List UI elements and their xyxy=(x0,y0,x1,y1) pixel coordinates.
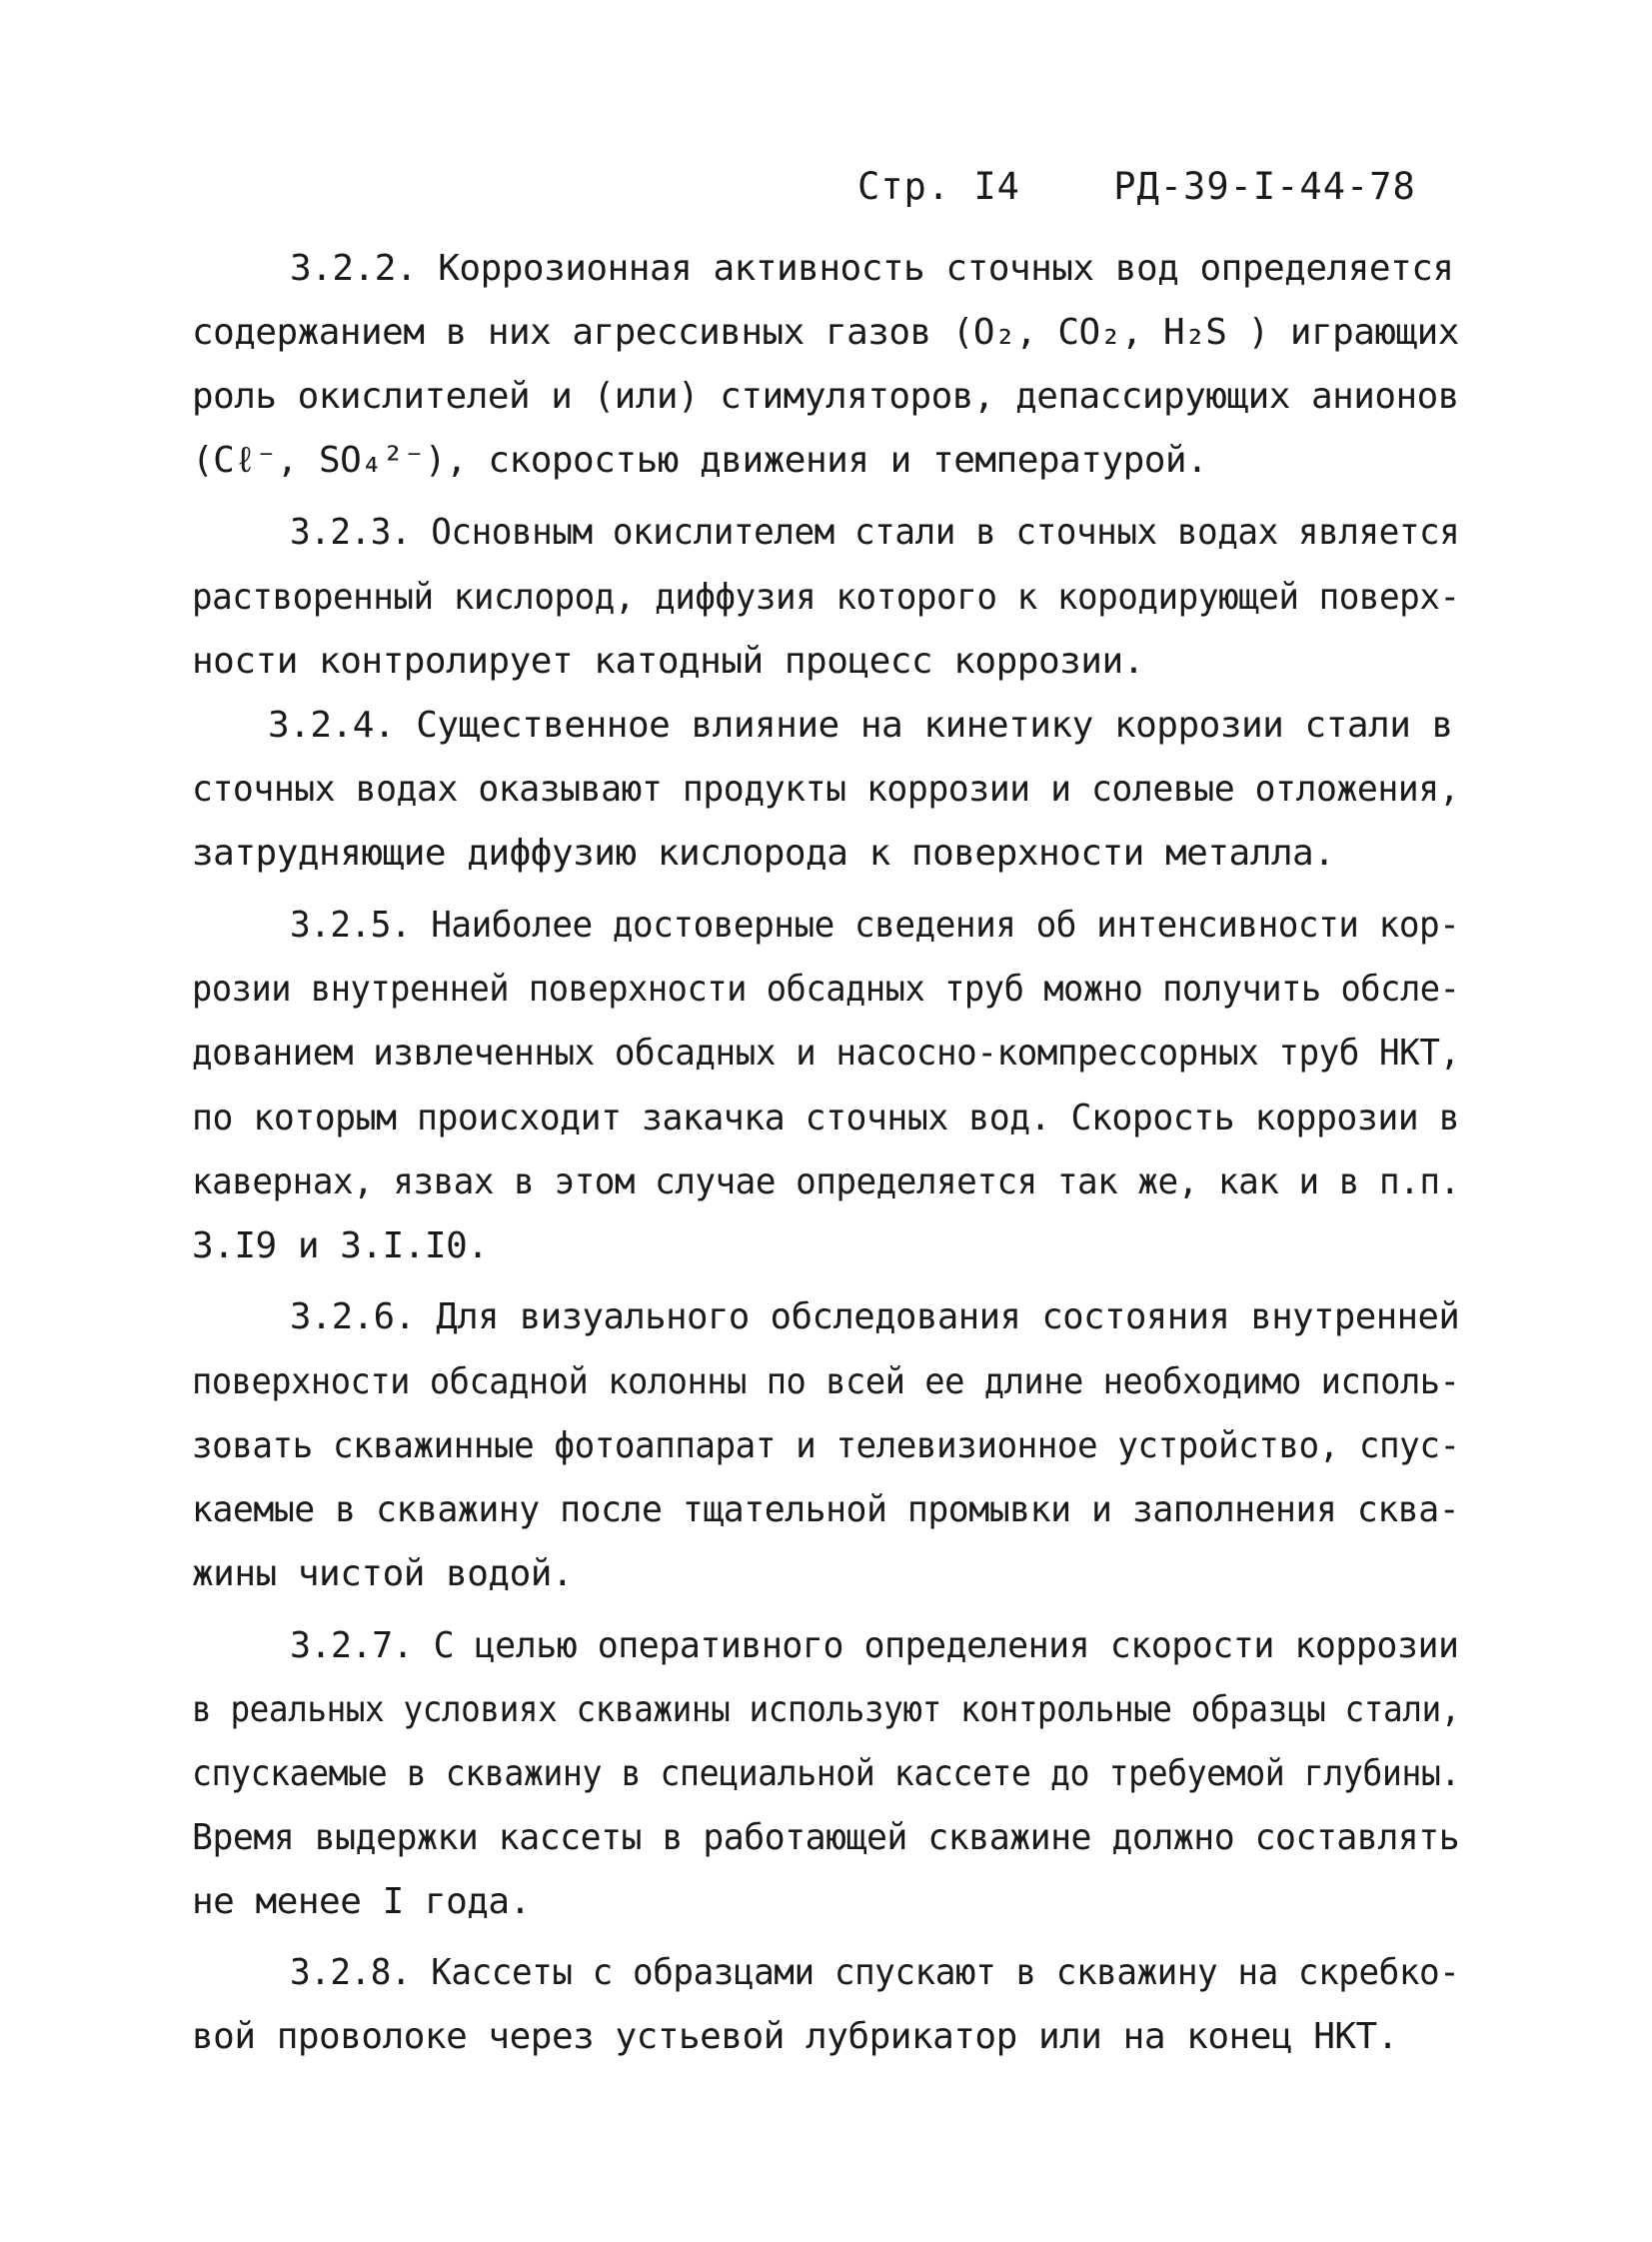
text-line: кавернах, язвах в этом случае определяется так же, как и в п.п. xyxy=(192,1161,1460,1202)
text-line: вой проволоке через устьевой лубрикатор или на конец НКТ. xyxy=(192,2016,1398,2057)
text-line: розии внутренней поверхности обсадных труб можно получить обсле- xyxy=(192,969,1460,1010)
page-number: Стр. I4 xyxy=(857,165,1020,208)
text-line: зовать скважинные фотоаппарат и телевизионное устройство, спус- xyxy=(192,1425,1460,1466)
text-line: содержанием в них агрессивных газов (O₂, CO₂, H₂S ) играющих xyxy=(192,312,1459,353)
text-line: 3.2.5. Наиболее достоверные сведения об интенсивности кор- xyxy=(290,905,1460,946)
text-line: каемые в скважину после тщательной промывки и заполнения сква- xyxy=(192,1489,1460,1530)
page-header xyxy=(857,165,1416,208)
text-line: 3.2.2. Коррозионная активность сточных вод определяется xyxy=(290,248,1454,289)
document-code: РД-39-I-44-78 xyxy=(1113,165,1416,208)
text-line: сточных водах оказывают продукты коррозии и солевые отложения, xyxy=(192,769,1460,810)
text-line: Время выдержки кассеты в работающей скважине должно составлять xyxy=(192,1817,1460,1858)
text-line: 3.I9 и 3.I.I0. xyxy=(192,1225,489,1266)
text-line: растворенный кислород, диффузия которого к кородирующей поверх- xyxy=(192,577,1460,618)
text-line: (Cℓ⁻, SO₄²⁻), скоростью движения и температурой. xyxy=(192,440,1208,481)
text-line: 3.2.6. Для визуального обследования состояния внутренней xyxy=(290,1296,1460,1337)
text-line: 3.2.4. Существенное влияние на кинетику коррозии стали в xyxy=(268,705,1453,746)
text-line: не менее I года. xyxy=(192,1881,531,1922)
text-line: 3.2.3. Основным окислителем стали в сточных водах является xyxy=(290,512,1460,553)
text-line: дованием извлеченных обсадных и насосно-компрессорных труб НКТ, xyxy=(192,1033,1460,1074)
text-line: ности контролирует катодный процесс коррозии. xyxy=(192,641,1144,682)
text-line: спускаемые в скважину в специальной кассете до требуемой глубины. xyxy=(192,1753,1460,1794)
text-line: 3.2.7. С целью оперативного определения скорости коррозии xyxy=(290,1625,1459,1666)
text-line: 3.2.8. Кассеты с образцами спускают в скважину на скребко- xyxy=(290,1952,1460,1993)
text-line: по которым происходит закачка сточных вод. Скорость коррозии в xyxy=(192,1098,1460,1138)
text-line: в реальных условиях скважины используют контрольные образцы стали, xyxy=(192,1689,1460,1730)
text-line: поверхности обсадной колонны по всей ее длине необходимо исполь- xyxy=(192,1361,1460,1402)
text-line: жины чистой водой. xyxy=(192,1553,574,1594)
text-line: затрудняющие диффузию кислорода к поверхности металла. xyxy=(192,833,1335,874)
text-line: роль окислителей и (или) стимуляторов, депассирующих анионов xyxy=(192,376,1459,417)
